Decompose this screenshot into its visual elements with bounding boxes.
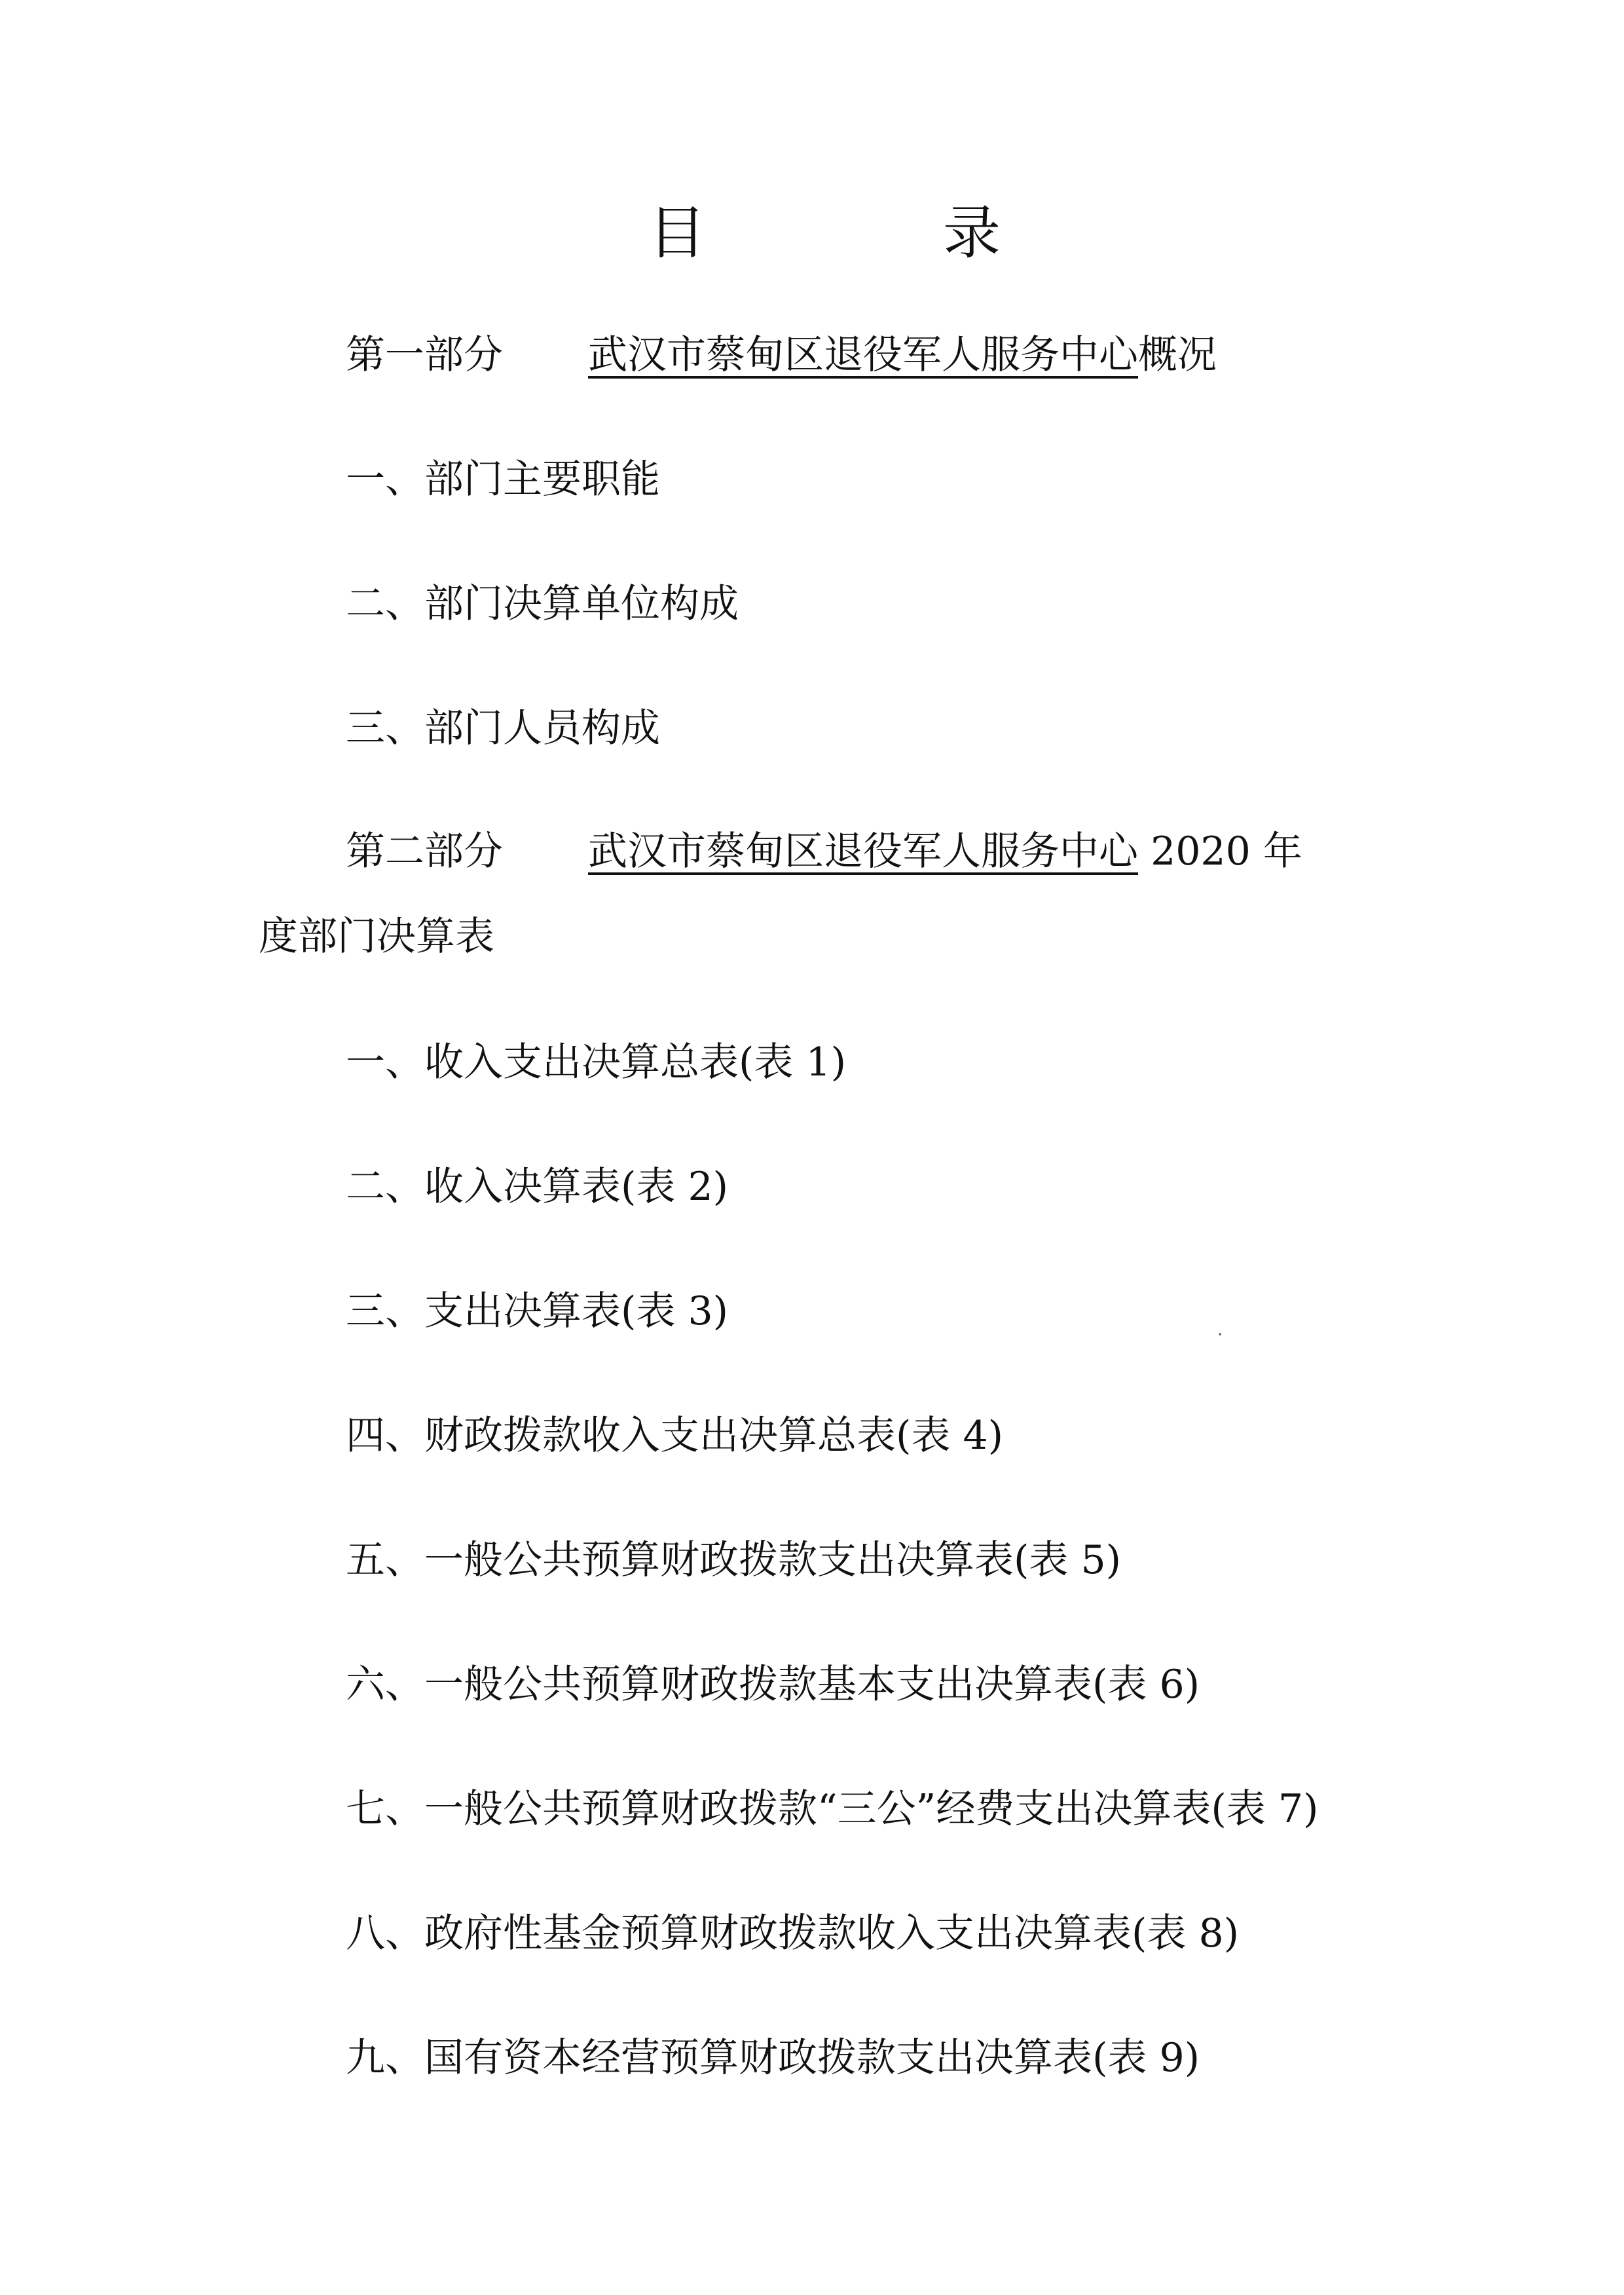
part2-suffix: 2020 年 xyxy=(1138,829,1302,874)
part1-name: 武汉市蔡甸区退役军人服务中心 xyxy=(588,332,1138,378)
toc-item-2-1: 一、收入支出决算总表(表 1) xyxy=(346,1039,847,1085)
part2-heading-continuation: 度部门决算表 xyxy=(259,914,494,960)
title-char-1: 目 xyxy=(648,199,707,267)
part2-heading xyxy=(346,829,1302,874)
toc-item-2-7: 七、一般公共预算财政拨款“三公”经费支出决算表(表 7) xyxy=(346,1786,1319,1832)
toc-item-2-4: 四、财政拨款收入支出决算总表(表 4) xyxy=(346,1413,1004,1459)
toc-item-2-3: 三、支出决算表(表 3) xyxy=(346,1288,729,1334)
title-char-2: 录 xyxy=(943,199,1001,267)
toc-item-2-5: 五、一般公共预算财政拨款支出决算表(表 5) xyxy=(346,1537,1122,1583)
part1-label: 第一部分 xyxy=(346,332,503,378)
part2-label: 第二部分 xyxy=(346,829,503,874)
toc-item-1-1: 一、部门主要职能 xyxy=(346,457,660,502)
toc-item-2-2: 二、收入决算表(表 2) xyxy=(346,1164,729,1210)
scan-speck xyxy=(1219,1333,1221,1335)
toc-item-2-9: 九、国有资本经营预算财政拨款支出决算表(表 9) xyxy=(346,2035,1200,2081)
part1-suffix: 概况 xyxy=(1138,332,1217,378)
toc-item-2-8: 八、政府性基金预算财政拨款收入支出决算表(表 8) xyxy=(346,1911,1240,1956)
page-title xyxy=(0,199,1624,283)
toc-item-1-3: 三、部门人员构成 xyxy=(346,705,660,751)
toc-item-2-6: 六、一般公共预算财政拨款基本支出决算表(表 6) xyxy=(346,1662,1200,1707)
part1-heading xyxy=(346,332,1217,378)
part2-name: 武汉市蔡甸区退役军人服务中心 xyxy=(588,829,1138,874)
toc-item-1-2: 二、部门决算单位构成 xyxy=(346,581,739,627)
